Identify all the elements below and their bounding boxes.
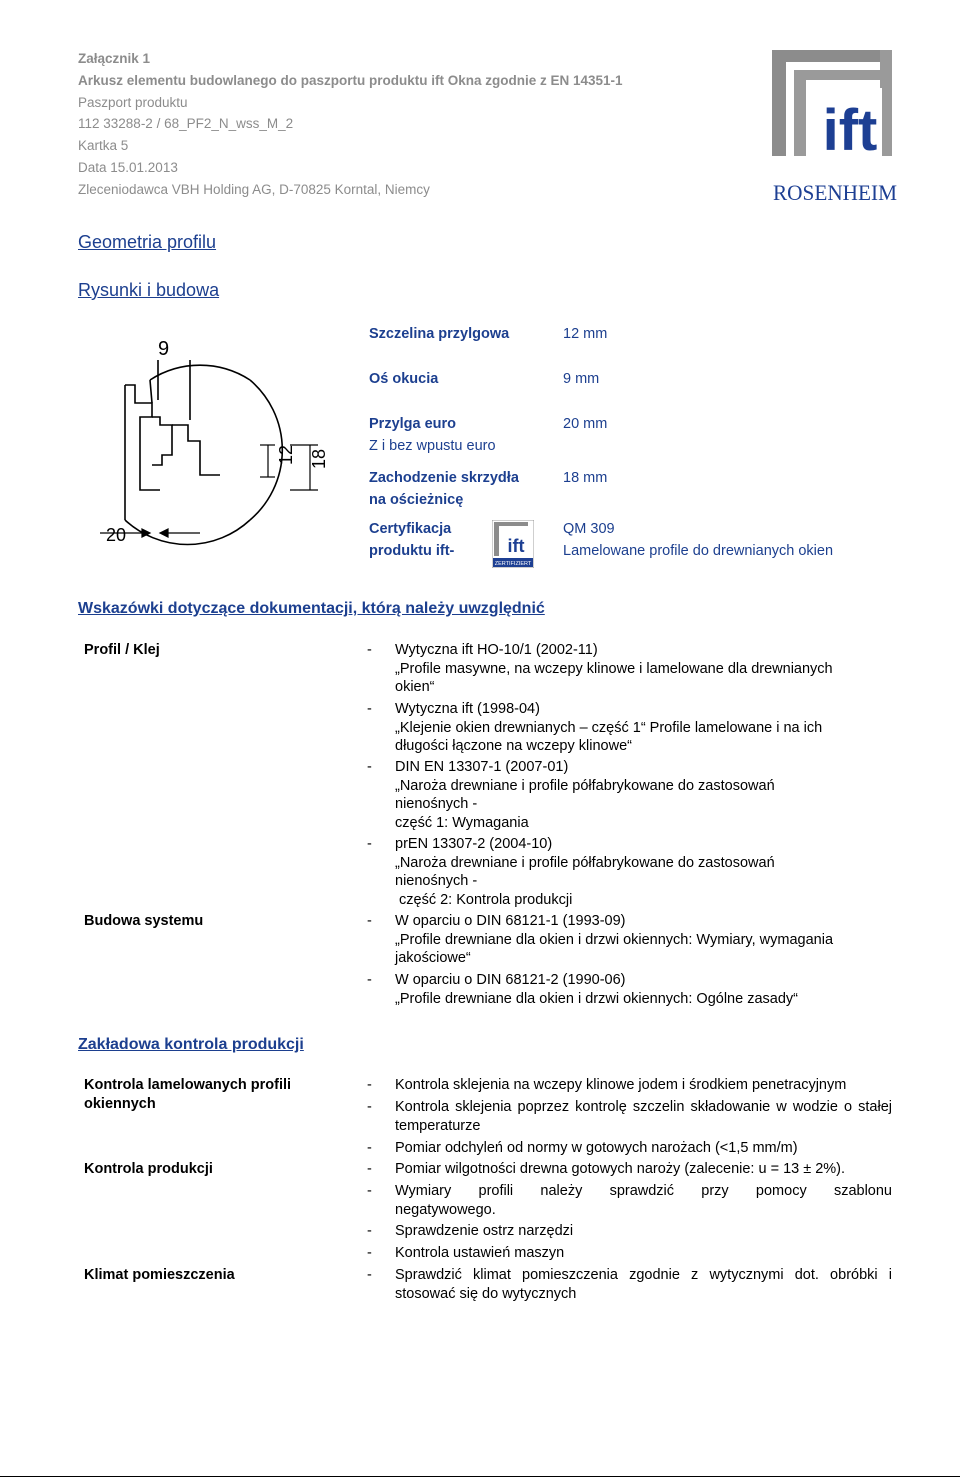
prop-label-overlap: Zachodzenie skrzydła: [369, 470, 519, 486]
section-geometry: Geometria profilu: [78, 232, 217, 252]
fpc-item: Wymiary profili należy sprawdzić przy pomocy szablonu negatywowego.: [395, 1183, 892, 1218]
fpc-item: Pomiar wilgotności drewna gotowych naroży (zalecenie: u = 13 ± 2%).: [395, 1161, 846, 1177]
header-passport: Paszport produktu: [78, 94, 188, 110]
bullet-dash: -: [367, 1223, 372, 1239]
bullet-dash: -: [367, 836, 372, 852]
bullet-dash: -: [367, 701, 372, 717]
svg-text:ZERTIFIZIERT: ZERTIFIZIERT: [494, 561, 532, 567]
section-drawings: Rysunki i budowa: [78, 280, 220, 300]
prop-label-euro-sub: Z i bez wpustu euro: [369, 438, 496, 454]
header-number: 112 33288-2 / 68_PF2_N_wss_M_2: [78, 116, 294, 132]
label-lamel-control: Kontrola lamelowanych profili: [84, 1077, 292, 1093]
fpc-item: Sprawdzić klimat pomieszczenia zgodnie z wytycznymi dot. obróbki i stosować się do wytycznych: [395, 1267, 892, 1302]
label-budowa-systemu: Budowa systemu: [84, 913, 204, 929]
svg-text:18: 18: [309, 448, 329, 469]
prop-value-axis: 9 mm: [563, 371, 600, 387]
section-factory-control: Zakładowa kontrola produkcji: [78, 1036, 304, 1053]
svg-text:ift: ift: [507, 536, 525, 556]
section-hints: Wskazówki dotyczące dokumentacji, którą należy uwzględnić: [78, 600, 545, 617]
label-room-climate: Klimat pomieszczenia: [84, 1267, 235, 1283]
svg-text:20: 20: [106, 525, 127, 545]
fpc-item: Kontrola sklejenia na wczepy klinowe jodem i środkiem penetracyjnym: [395, 1077, 847, 1093]
label-lamel-control-2: okiennych: [84, 1096, 156, 1112]
header-page: Kartka 5: [78, 138, 129, 154]
bullet-dash: -: [367, 1161, 372, 1177]
bullet-dash: -: [367, 972, 372, 988]
prop-label-gap: Szczelina przylgowa: [369, 326, 510, 342]
fpc-item: Kontrola sklejenia poprzez kontrolę szczelin składowanie w wodzie o stałej temperaturze: [395, 1099, 892, 1134]
doc-item: W oparciu o DIN 68121-1 (1993-09) „Profile drewniane dla okien i drzwi okiennych: Wymiary, wymagania jakościowe“: [395, 913, 834, 967]
doc-item: Wytyczna ift (1998-04) „Klejenie okien drewnianych – część 1“ Profile lamelowane i na ich długości łączone na wczepy klinowe“: [395, 701, 823, 755]
prop-label-overlap-2: na ościeżnicę: [369, 492, 464, 508]
ift-certified-badge: [492, 520, 534, 568]
prop-label-cert: Certyfikacja: [369, 521, 452, 537]
doc-item: prEN 13307-2 (2004-10) „Naroża drewniane i profile półfabrykowane do zastosowań nienośnych - część 2: Kontrola produkcji: [395, 836, 775, 908]
bullet-dash: -: [367, 1077, 372, 1093]
svg-text:ift: ift: [822, 98, 878, 163]
prop-value-cert: QM 309: [563, 521, 615, 537]
label-production-control: Kontrola produkcji: [84, 1161, 213, 1177]
profile-drawing: [100, 325, 330, 565]
bullet-dash: -: [367, 1245, 372, 1261]
prop-label-euro: Przylga euro: [369, 416, 457, 432]
bullet-dash: -: [367, 1099, 372, 1115]
header-sheet-title: Arkusz elementu budowlanego do paszportu produktu ift Okna zgodnie z EN 14351-1: [78, 72, 623, 88]
header-client: Zleceniodawca VBH Holding AG, D-70825 Korntal, Niemcy: [78, 181, 430, 197]
doc-item: W oparciu o DIN 68121-2 (1990-06) „Profile drewniane dla okien i drzwi okiennych: Ogólne zasady“: [395, 972, 798, 1007]
prop-label-axis: Oś okucia: [369, 371, 439, 387]
doc-item: DIN EN 13307-1 (2007-01) „Naroża drewniane i profile półfabrykowane do zastosowań nienośnych - część 1: Wymagania: [395, 759, 775, 831]
prop-label-cert-2: produktu ift-: [369, 543, 455, 559]
header-annex: Załącznik 1: [78, 51, 151, 66]
prop-value-euro: 20 mm: [563, 416, 608, 432]
svg-text:ROSENHEIM: ROSENHEIM: [773, 180, 897, 205]
bullet-dash: -: [367, 642, 372, 658]
svg-text:12: 12: [276, 444, 296, 465]
fpc-item: Sprawdzenie ostrz narzędzi: [395, 1223, 574, 1239]
prop-value-gap: 12 mm: [563, 326, 608, 342]
header-date: Data 15.01.2013: [78, 159, 178, 175]
prop-value-cert-desc: Lamelowane profile do drewnianych okien: [563, 543, 834, 559]
ift-rosenheim-logo: [770, 48, 900, 208]
fpc-item: Pomiar odchyleń od normy w gotowych narożach (<1,5 mm/m): [395, 1140, 798, 1156]
page-bottom-rule: [0, 1476, 960, 1477]
bullet-dash: -: [367, 1267, 372, 1283]
fpc-item: Kontrola ustawień maszyn: [395, 1245, 565, 1261]
doc-item: Wytyczna ift HO-10/1 (2002-11) „Profile masywne, na wczepy klinowe i lamelowane dla drewnianych okien“: [395, 642, 833, 696]
document-header: [78, 48, 623, 201]
bullet-dash: -: [367, 759, 372, 775]
svg-text:9: 9: [158, 338, 170, 360]
bullet-dash: -: [367, 1183, 372, 1199]
bullet-dash: -: [367, 1140, 372, 1156]
bullet-dash: -: [367, 913, 372, 929]
label-profil-klej: Profil / Klej: [84, 642, 160, 658]
prop-value-overlap: 18 mm: [563, 470, 608, 486]
